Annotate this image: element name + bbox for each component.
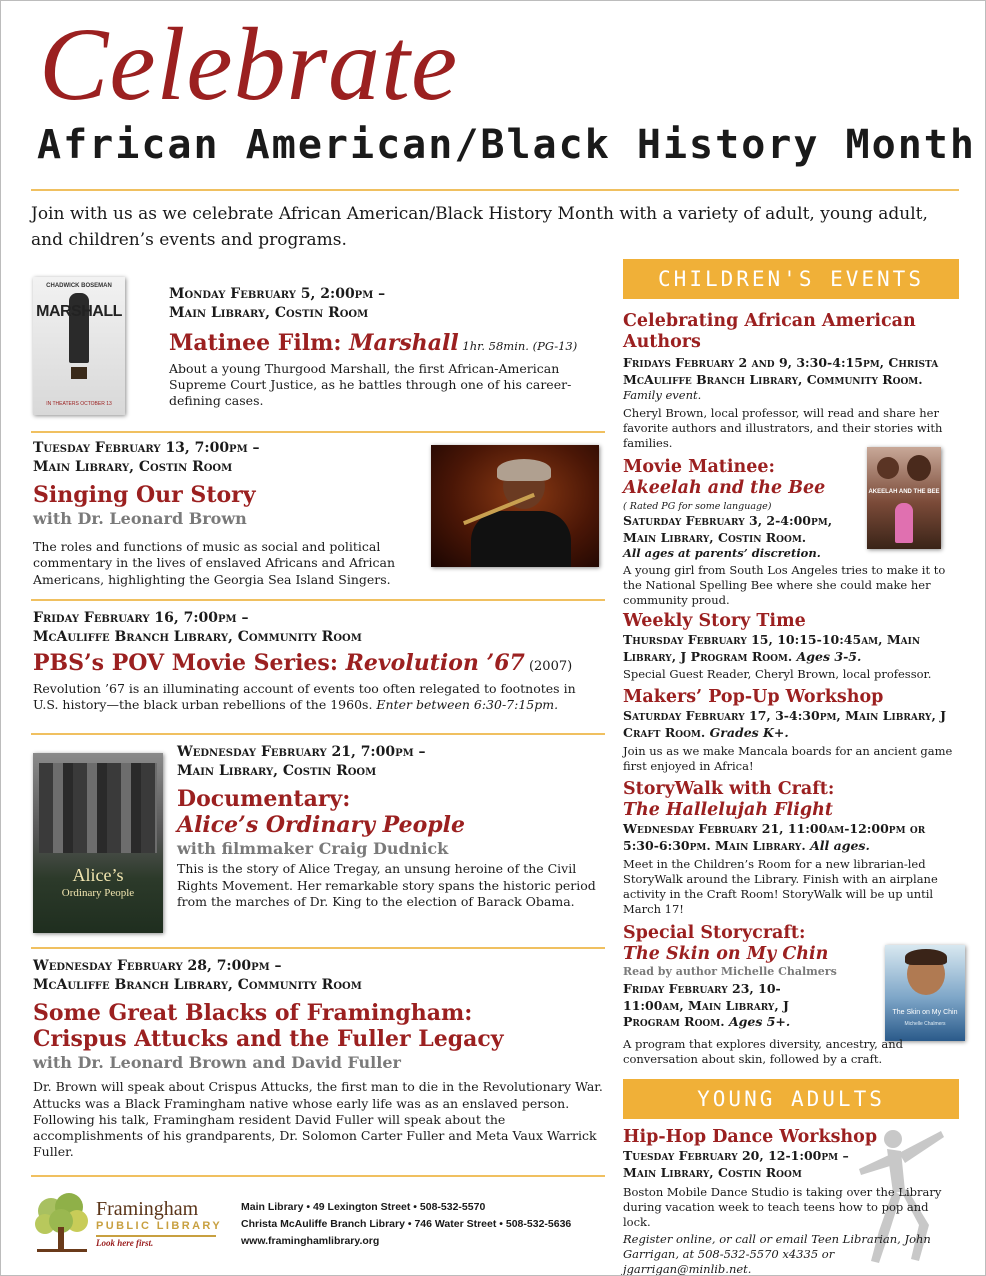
event-location: Main Library, Costin Room [169,304,369,321]
child-event-when: Friday February 23, 10-11:00am, Main Library, J Program Room. Ages 5+. [623,981,791,1030]
library-logo-text [96,1199,222,1250]
child-event-note: Family event. [623,388,702,402]
event-title-film: Alice’s Ordinary People [177,811,466,838]
ya-event-title: Hip-Hop Dance Workshop [623,1127,878,1147]
child-event-film-title: Akeelah and the Bee [623,478,826,498]
event-title-line2: Crispus Attucks and the Fuller Legacy [33,1025,504,1052]
child-event-description: Cheryl Brown, local professor, will read and share her favorite authors and illustrators, and their stories with families. [623,405,943,450]
childrens-events-banner: CHILDREN'S EVENTS [623,259,959,299]
event-date: Wednesday February 28, 7:00pm – [33,958,282,974]
event-divider [31,599,605,601]
event-title-line1: Some Great Blacks of Framingham: [33,999,473,1026]
footer-divider [31,1175,605,1177]
child-event-description: A young girl from South Los Angeles tries to make it to the National Spelling Bee where she could make her community proud. [623,563,946,607]
event-title-text: Matinee Film: [169,329,350,356]
alices-ordinary-people-cover [33,753,163,933]
logo-tagline: Look here first. [96,1238,154,1249]
branch-library-contact: Christa McAuliffe Branch Library • 746 Water Street • 508-532-5636 [241,1217,572,1230]
child-event-storywalk [623,779,959,917]
library-tree-logo [31,1191,93,1255]
cover-child-hair [905,949,947,965]
event-location: McAuliffe Branch Library, Community Room [33,628,362,645]
tree-icon [31,1191,93,1255]
event-year: (2007) [524,658,573,674]
event-date: Tuesday February 13, 7:00pm – [33,440,260,456]
child-event-title: StoryWalk with Craft: [623,779,835,799]
child-event-description: A program that explores diversity, ancestry, and conversation about skin, followed by a craft. [623,1037,904,1066]
child-event-storycraft [623,923,883,1031]
event-runtime-rating: 1hr. 58min. (PG-13) [458,338,578,353]
event-title [169,331,609,357]
event-location: McAuliffe Branch Library, Community Room [33,976,362,993]
child-event-title: Movie Matinee: [623,457,775,477]
ya-event-date: Tuesday February 20, 12-1:00pm – [623,1148,849,1163]
cover-crowd-photo [39,763,157,853]
poster-girl-figure [895,503,913,543]
logo-line1: Framingham [96,1198,199,1220]
child-event-description: Join us as we make Mancala boards for an ancient game first enjoyed in Africa! [623,744,953,773]
child-event-book-title: The Skin on My Chin [623,944,829,964]
library-website-link[interactable]: www.framinghamlibrary.org [241,1234,380,1247]
young-adults-banner: YOUNG ADULTS [623,1079,959,1119]
akeelah-poster-image [867,447,941,549]
poster-actor-name: CHADWICK BOSEMAN [46,283,112,289]
event-location: Main Library, Costin Room [33,458,233,475]
event-location: Main Library, Costin Room [177,762,377,779]
ya-registration-note: Register online, or call or email Teen Librarian, John Garrigan, at 508-532-5570 x4335 or jgarrigan@minlib.net. [623,1231,931,1276]
child-event-title: Weekly Story Time [623,611,806,631]
child-event-book-title: The Hallelujah Flight [623,800,833,820]
event-divider [31,947,605,949]
event-description: The roles and functions of music as social and political commentary in the lives of enslaved Africans and African Americans, highlighting the Georgia Sea Island Singers. [33,539,396,587]
event-description: Dr. Brown will speak about Crispus Attucks, the first man to die in the Revolutionary War. Attucks was a Black Framingham native whose early life was as an enslaved person. Following his talk, Framingham resident David Fuller will speak about the accomplishments of his grandparents, Dr. Solomon Carter Fuller and Meta Vaux Warrick Fuller. [33,1079,603,1160]
event-date: Wednesday February 21, 7:00pm – [177,744,426,760]
event-alices-ordinary-people [177,743,607,910]
marshall-poster-image [33,277,125,415]
event-description [33,681,603,714]
event-singing-our-story [33,439,428,530]
event-description: About a young Thurgood Marshall, the first African-American Supreme Court Justice, as he battles through one of his career-defining cases. [169,360,572,409]
child-event-reader: Read by author Michelle Chalmers [623,965,837,978]
event-divider [31,733,605,735]
cover-author: Michelle Chalmers [904,1021,946,1027]
child-event-title: Makers’ Pop-Up Workshop [623,687,884,707]
event-presenter: with Dr. Leonard Brown [33,508,247,528]
poster-face-right [907,455,931,481]
photo-hair [497,459,551,481]
child-event-when: Wednesday February 21, 11:00am-12:00pm or 5:30-6:30pm. Main Library. All ages. [623,821,926,853]
event-presenter: with Dr. Leonard Brown and David Fuller [33,1052,401,1072]
child-event-when: Fridays February 2 and 9, 3:30-4:15pm, Christa McAuliffe Branch Library, Community Room. [623,355,939,387]
child-event-story-time [623,611,959,682]
child-event-akeelah [623,457,863,561]
event-title-film: Revolution ’67 [345,649,525,676]
library-contact-info [241,1199,611,1249]
poster-face-left [877,457,899,479]
event-title-film: Marshall [349,329,459,356]
saxophonist-photo [431,445,599,567]
celebrate-heading: Celebrate [39,7,459,122]
event-marshall [169,285,609,409]
event-title [33,651,603,677]
cover-title: The Skin on My Chin [892,1009,958,1016]
ya-event-description: Boston Mobile Dance Studio is taking over the Library during vacation week to teach teens how to pop and lock. [623,1185,942,1229]
poster-release-date: IN THEATERS OCTOBER 13 [46,401,112,407]
event-description: This is the story of Alice Tregay, an unsung heroine of the Civil Rights Movement. Her remarkable story spans the historic period from the marches of Dr. King to the election of Barack Obama. [177,861,596,909]
main-library-contact: Main Library • 49 Lexington Street • 508-532-5570 [241,1201,486,1213]
logo-line2: PUBLIC LIBRARY [96,1220,223,1232]
intro-text: Join with us as we celebrate African American/Black History Month with a variety of adult, young adult, and children’s events and programs. [31,204,928,251]
child-event-african-american-authors [623,311,959,451]
event-presenter: with filmmaker Craig Dudnick [177,838,449,858]
poster-briefcase [71,367,87,379]
cover-title-line1: Alice’s [72,865,124,885]
event-date: Friday February 16, 7:00pm – [33,610,249,626]
photo-body [471,511,571,567]
event-entry-note: Enter between 6:30-7:15pm. [376,696,559,712]
poster-title: MARSHALL [36,303,122,320]
event-date: Monday February 5, 2:00pm – [169,286,386,302]
child-event-title: Celebrating African American Authors [623,311,916,352]
child-event-title: Special Storycraft: [623,923,806,943]
child-event-description: Special Guest Reader, Cheryl Brown, local professor. [623,667,932,681]
ya-event-hip-hop [623,1127,959,1276]
event-great-blacks-of-framingham [33,957,605,1161]
child-event-note: All ages at parents’ discretion. [623,546,821,561]
event-title-text: PBS’s POV Movie Series: [33,649,346,676]
event-title: Singing Our Story [33,481,256,508]
child-event-when: Saturday February 3, 2-4:00pm, Main Library, Costin Room. [623,513,833,545]
child-event-when: Thursday February 15, 10:15-10:45am, Main Library, J Program Room. Ages 3-5. [623,632,921,664]
event-revolution-67 [33,609,603,713]
child-event-makers-workshop [623,687,959,774]
event-divider [31,431,605,433]
cover-title-line2: Ordinary People [61,887,135,899]
event-description-text: Revolution ’67 is an illuminating account of events too often relegated to footnotes in U.S. history—the black urban rebellions of the 1960s. [33,680,576,712]
header-divider [31,189,959,191]
ya-event-location: Main Library, Costin Room [623,1164,802,1180]
child-event-description: Meet in the Children’s Room for a new librarian-led StoryWalk around the Library. Finish with an airplane activity in the Craft Room! StoryWalk will be up until March 17! [623,857,938,916]
skin-on-my-chin-cover [885,945,965,1041]
child-event-rating: ( Rated PG for some language) [623,501,772,512]
child-event-when: Saturday February 17, 3-4:30pm, Main Library, J Craft Room. Grades K+. [623,708,947,740]
event-title: Documentary: [177,785,351,812]
page-subtitle: African American/Black History Month [37,122,976,168]
poster-title: AKEELAH AND THE BEE [868,489,940,495]
